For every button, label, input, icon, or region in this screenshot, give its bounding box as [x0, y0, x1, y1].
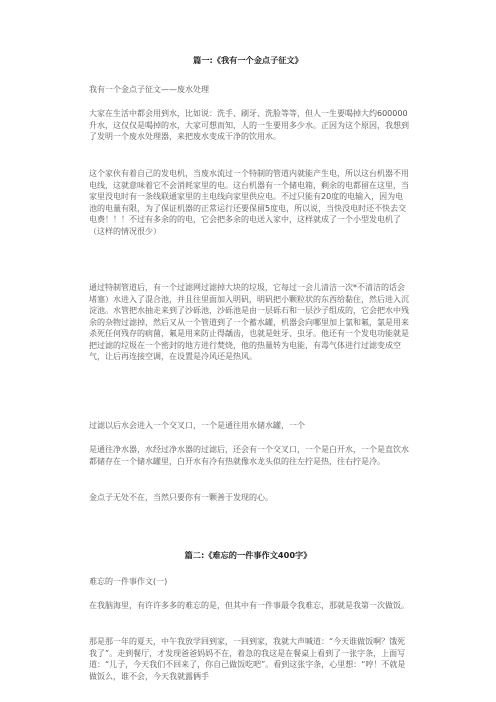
section1-paragraph-1: 大家在生活中都会用到水，比如说：洗手、刷牙、洗脸等等，但人一生要喝掉大约600000升水，这仅仅是喝掉的水，大家可想而知，人的一生要用多少水。正因为这个原因，我想到了发明一个废水处理器，来把废水变成干净的饮用水。 — [89, 109, 409, 141]
section2-subtitle: 难忘的一件事作文(一) — [89, 577, 168, 586]
section1-paragraph-2: 这个家伙有着自己的发电机，当废水流过一个特制的管道内就能产生电，所以这台机器不用电线，这就意味着它不会消耗家里的电。这台机器有一个储电箱，剩余的电都留在这里，当家里没电时有一条线联通家里的主电线向家里供应电。不过只能有20度的电输入，因为电池的电量有限，为了保证机器的正常运行还要保留5度电，所以说，当快没电时还不快去交电费！！！不过有多余的的电，它会把多余的电送入家中，这样就成了一个小型发电机了（这样的情况很少） — [89, 169, 409, 236]
section1-heading: 篇一:《我有一个金点子征文》 — [193, 55, 303, 65]
section2-paragraph-2: 那是那一年的夏天，中午我放学回到家，一回到家，我就大声喊道：“今天谁做饭啊？饿死我了”。走到餐厅，才发现爸爸妈妈不在，着急的我这是在餐桌上看到了一张字条，上面写道：“儿子，今天我们不回来了，你自己做饭吃吧”。看到这张字条，心里想：“哼！不就是做饭么，谁不会，今天我就露俩手 — [89, 637, 406, 681]
section1-paragraph-5: 是通往净水器，水经过净水器的过滤后，还会有一个交叉口，一个是白开水，一个是直饮水都储存在一个储水罐里，白开水有冷有热就像水龙头似的往左拧是热，往右拧是冷。 — [89, 445, 409, 466]
section1-subtitle: 我有一个金点子征文——废水处理 — [89, 85, 209, 94]
section2-paragraph-1: 在我脑海里，有许许多多的难忘的是，但其中有一件事最令我难忘，那就是我第一次做饭。 — [89, 601, 409, 610]
section2-heading: 篇二:《难忘的一件事作文400字》 — [184, 550, 312, 560]
section1-paragraph-6: 金点子无处不在，当然只要你有一颗善于发现的心。 — [89, 493, 273, 502]
section1-paragraph-3: 通过特制管道后，有一个过滤网过滤掉大块的垃圾，它每过一会儿清洁一次*不清洁的话会堵塞）水进入了混合池，并且往里面加入明矾，明矾把小颗粒状的东西给黏住，然后进入沉淀池。水管把水抽走来到了沙砾池，沙砾池是由一层砾石和一层沙子组成的，它会把水中残余的杂物过滤掉，然后又从一个管道到了一个蓄水罐，机器会向哪里加上氯和氟，氯是用来杀死任何残存的病菌，氟是用来防止得龋齿，也就是蛀牙、虫牙。他还有一个发电功能就是把过滤的垃圾在一个密封的地方进行焚烧，他的热量转为电能，有毒气体进行过滤变成空气，让后再连接空调，在设置是冷风还是热风。 — [89, 283, 409, 361]
section1-paragraph-4: 过滤以后水会进入一个交叉口，一个是通往用水储水罐，一个 — [89, 421, 305, 430]
